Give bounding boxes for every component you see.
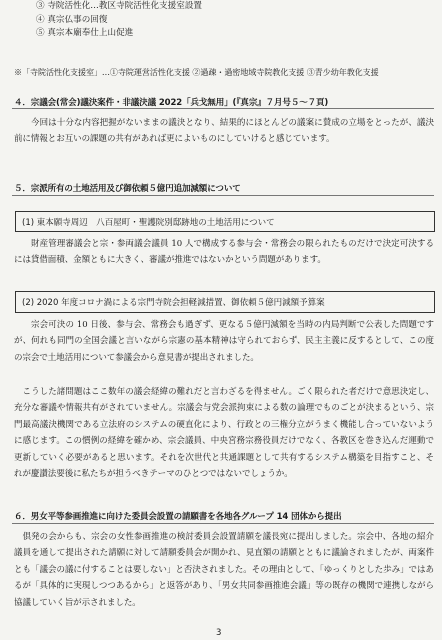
section-4-heading: ４．宗議会(常会)議決案件・非議決議 2022「兵戈無用」(『真宗』７月号５～７頁) (14, 98, 329, 108)
divider (12, 523, 434, 524)
divider (12, 195, 434, 196)
section-5-sub2: (2) 2020 年度コロナ渦による宗門寺院会担軽減措置、御依頼５億円減額予算案 (22, 298, 325, 308)
section-5-heading: ５．宗派所有の土地活用及び御依頼５億円追加減額について (14, 184, 241, 194)
list-item: ④ 真宗仏事の回復 (36, 14, 108, 25)
list-item: ⑤ 真宗本廟奉仕上山促進 (36, 28, 134, 39)
divider (12, 108, 434, 109)
section-5-sub1: (1) 東本願寺周辺 八百屋町・聖護院別邸跡地の土地活用について (22, 218, 275, 228)
page-number: 3 (216, 628, 222, 638)
section-6-paragraph: 倶発の会からも、宗会の女性参画推進の検討委員会設置請願を議長宛に提出しました。宗会中、各地の紹介議員を通して提出された請願に対して請願委員会が開かれ、見直額の請願とともに議論されましたが、両案件とも「議会の議に付することは要しない」と否決されました。その理由として、「ゆっくりとした歩み」ではあるが「具体的に実現しつつあるから」と返答があり、「男女共同参画推進会議」等の既存の機関で連携しながら協議していく旨が示されました。 (14, 532, 434, 608)
section-6-heading: ６．男女平等参画推進に向けた委員会設置の請願書を各地各グループ 14 団体から提出 (14, 512, 342, 522)
section-5-paragraph-3: こうした諸問題はここ数年の議会経緯の難れだと言わざるを得ません。ごく限られた者だけで意思決定し、充分な審議や情報共有がされていません。宗議会与党会派拘束による数の論理でものごとが決まるという、宗門最高議決機関である立法府のシステムの硬直化により、行政との三権分立がうまく機能し合っていないように感じます。この慣例の経緯を確かめ、宗会議員、中央宮務宗務役員だけでなく、各教区を巻き込んだ運動で更新していく必要があると思います。それを次世代と共通課題として共有するシステム構築を目指すこと、それが慶讃法要後に私たちが担うべきテーマのひとつではないでしょうか。 (14, 387, 434, 480)
list-item: ③ 寺院活性化…教区寺院活性化支援室設置 (36, 1, 203, 11)
section-5-paragraph-2: 宗会可決の 10 日後、参与会、常務会も過ぎず、更なる５億円減額を当時の内局判断で公表した問題ですが、何れも同門の全国会議と言いながら宗憲の基本精神は守られておらず、民主主義に反するとして、この度の宗会で土地活用について参議会から意見書が提出されました。 (14, 320, 434, 363)
numbered-list (36, 0, 202, 41)
section-4-paragraph: 今回は十分な内容把握がないままの議決となり、結果的にほとんどの議案に賛成の立場をとったが、議決前に情報とお互いの課題の共有があれば更によいものにしていけると感じています。 (14, 118, 434, 145)
support-office-note: ※「寺院活性化支援室」…①寺院運営活性化支援 ②過疎・過密地域寺院教化支援 ③青少幼年教化支援 (14, 67, 379, 77)
section-5-paragraph-1: 財産管理審議会と宗・参両議会議員 10 人で構成する参与会・常務会の限られたものだけで決定可決するには貸借面積、金額ともに大きく、審議が推進ではないかという問題があります。 (14, 239, 434, 266)
